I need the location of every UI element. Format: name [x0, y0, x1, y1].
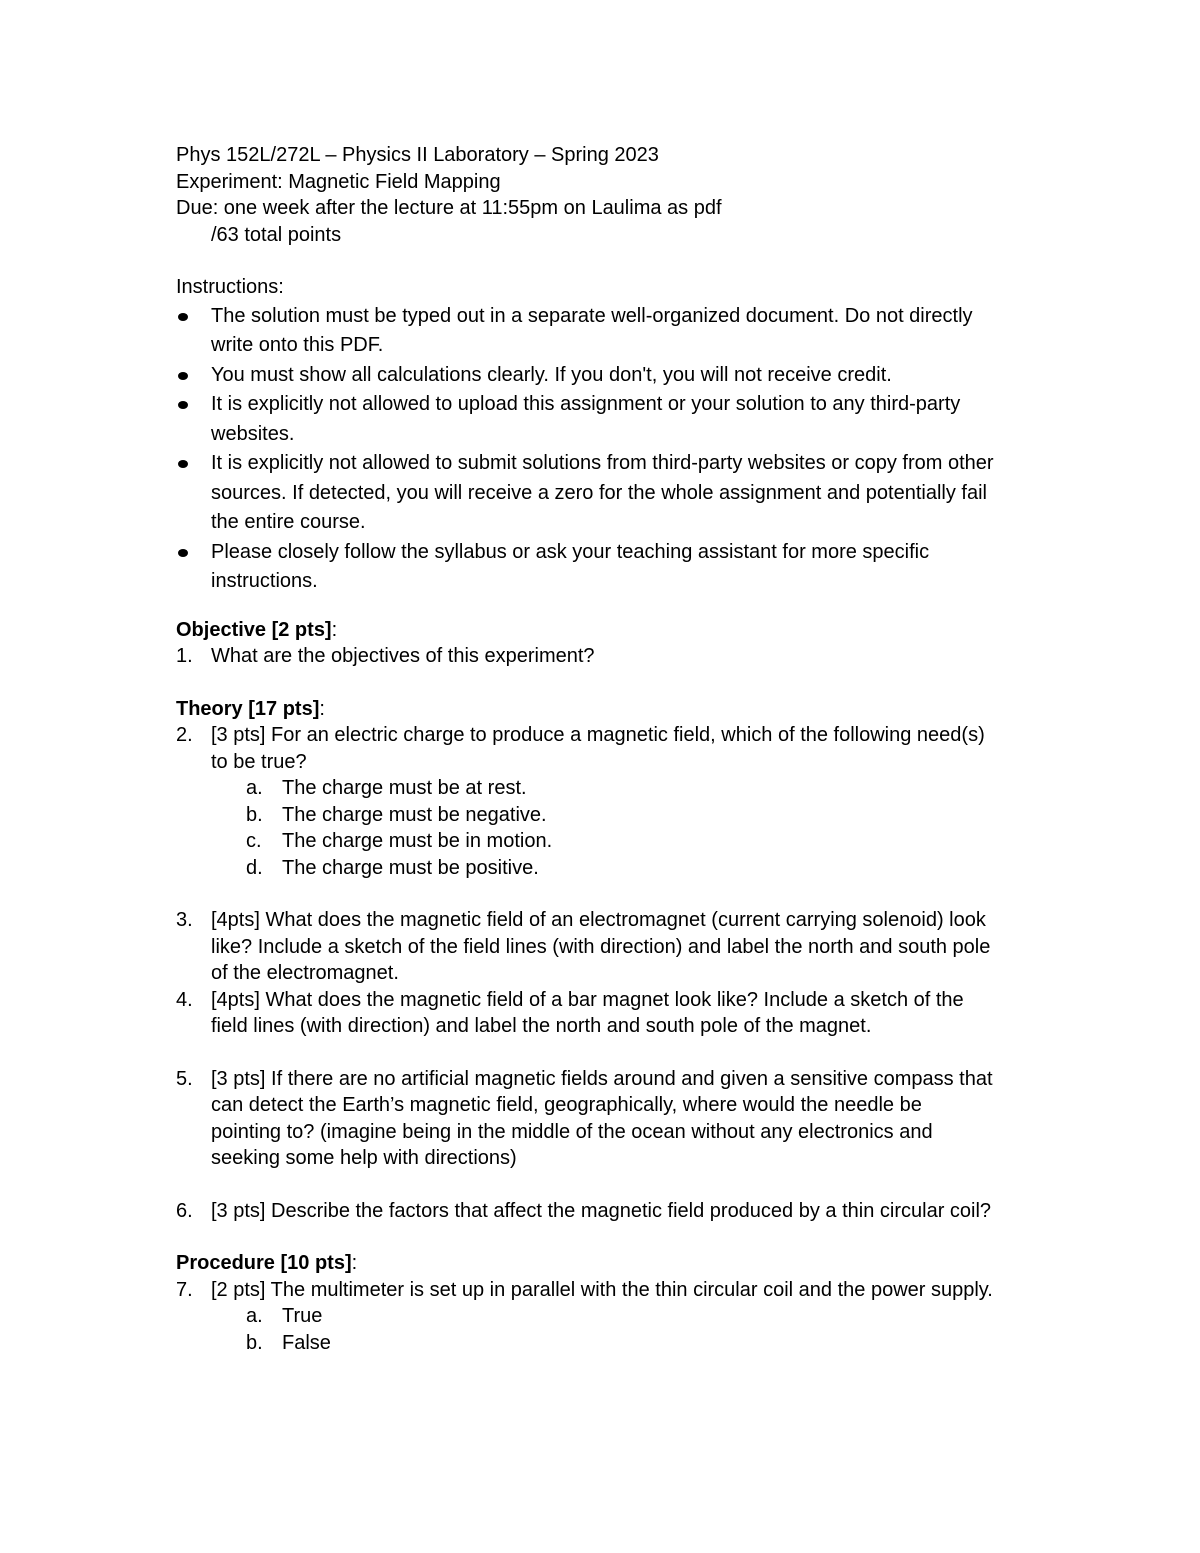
theory-heading: Theory [17 pts]: — [176, 697, 325, 720]
question-4: 4. [4pts] What does the magnetic field of a bar magnet look like? Include a sketch of the field lines (with direction) and label the north and south pole of the magnet. — [176, 988, 964, 1037]
option-a: a. The charge must be at rest. — [246, 777, 527, 799]
objective-heading: Objective [2 pts]: — [176, 618, 338, 641]
bullet-icon — [178, 401, 188, 409]
list-item: Please closely follow the syllabus or ask your teaching assistant for more specific instructions. — [176, 538, 1076, 597]
list-item: You must show all calculations clearly. If you don't, you will not receive credit. — [176, 361, 1076, 391]
procedure-heading: Procedure [10 pts]: — [176, 1252, 358, 1274]
question-3: 3. [4pts] What does the magnetic field of an electromagnet (current carrying solenoid) look like? Include a sketch of the field lines (with direction) and label the north and south pole of the electromagnet. — [176, 909, 991, 984]
due-date: Due: one week after the lecture at 11:55pm on Laulima as pdf — [176, 197, 722, 219]
list-item: It is explicitly not allowed to submit solutions from third-party websites or copy from other sources. If detected, you will receive a zero for the whole assignment and potentially fail the entire course. — [176, 449, 1076, 538]
option-false: b. False — [246, 1331, 331, 1354]
question-5: 5. [3 pts] If there are no artificial magnetic fields around and given a sensitive compass that can detect the Earth’s magnetic field, geographically, where would the needle be pointing to? (imagine being in the middle of the ocean without any electronics and seeking some help with directions) — [176, 1067, 993, 1169]
bullet-icon — [178, 313, 188, 321]
list-item: It is explicitly not allowed to upload this assignment or your solution to any third-party websites. — [176, 390, 1076, 449]
list-item: The solution must be typed out in a separate well-organized document. Do not directly write onto this PDF. — [176, 302, 1076, 361]
question-6: 6. [3 pts] Describe the factors that affect the magnetic field produced by a thin circular coil? — [176, 1199, 992, 1222]
document-page — [176, 142, 1076, 1356]
option-c: c. The charge must be in motion. — [246, 830, 553, 852]
course-title: Phys 152L/272L – Physics II Laboratory – Spring 2023 — [176, 144, 659, 166]
bullet-icon — [178, 460, 188, 468]
instructions-list — [176, 302, 1076, 597]
question-2: 2. [3 pts] For an electric charge to produce a magnetic field, which of the following need(s) to be true? — [176, 724, 985, 773]
instructions-title: Instructions: — [176, 276, 284, 298]
option-d: d. The charge must be positive. — [246, 856, 539, 879]
bullet-icon — [178, 549, 188, 557]
experiment-title: Experiment: Magnetic Field Mapping — [176, 170, 501, 193]
question-1: 1. What are the objectives of this experiment? — [176, 645, 595, 667]
total-points: /63 total points — [211, 223, 342, 246]
option-b: b. The charge must be negative. — [246, 803, 547, 826]
question-7: 7. [2 pts] The multimeter is set up in parallel with the thin circular coil and the power supply. — [176, 1278, 993, 1301]
option-true: a. True — [246, 1305, 323, 1327]
bullet-icon — [178, 372, 188, 380]
